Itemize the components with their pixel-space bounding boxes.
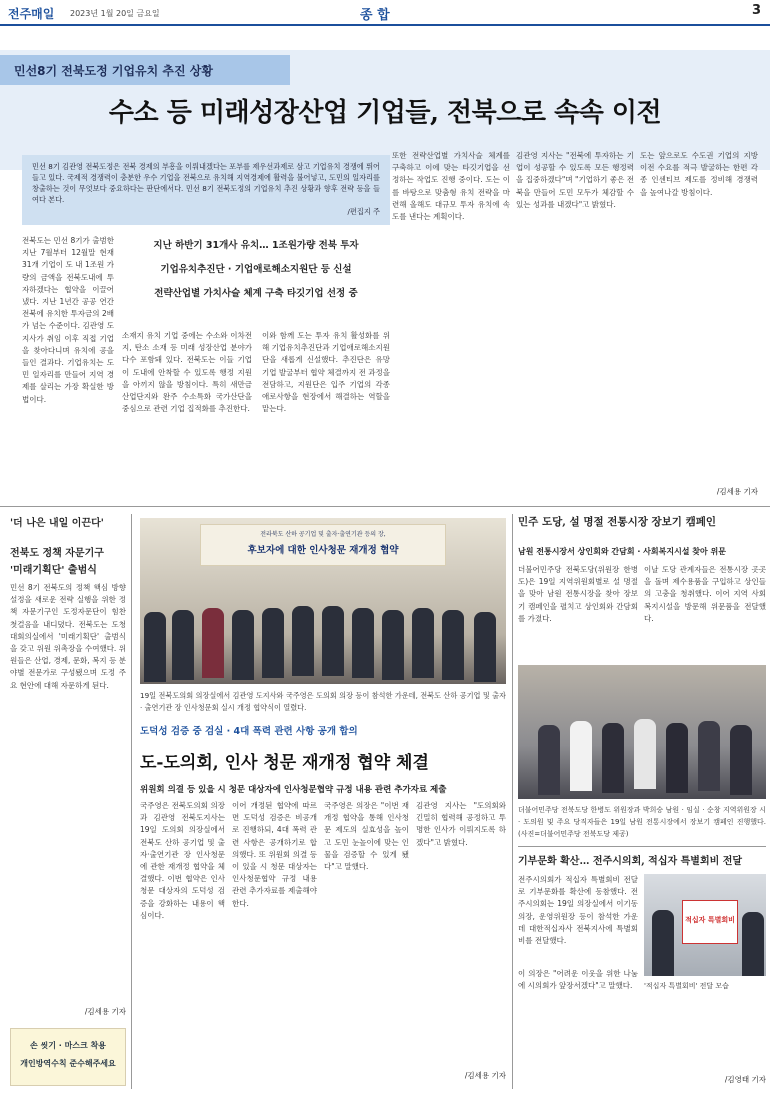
person-figure — [666, 723, 688, 793]
right-kicker-2: 기부문화 확산… 전주시의회, 적십자 특별회비 전달 — [518, 856, 743, 867]
center-subhead: 위원회 의결 등 있을 시 청문 대상자에 인사청문협약 규정 내용 관련 추가자료 제출 — [140, 785, 447, 795]
right-body-2: 이날 도당 관계자들은 전통시장 곳곳을 돌며 제수용품을 구입하고 상인들의 고충을 청취했다. 이어 지역 사회복지시설을 방문해 위문품을 전달했다. — [644, 565, 766, 623]
main-byline-end: /김세용 기자 — [716, 487, 758, 496]
main-subhead-block — [122, 235, 390, 315]
main-col-2: 소재지 유치 기업 중에는 수소와 이차전지, 탄소 소재 등 미래 성장산업 분야가 다수 포함돼 있다. 전북도는 이들 기업이 도내에 안착할 수 있도록 행정 지원을 아끼지 않을 방침이다. 특히 새만금 산업단지와 완주 수소특화 국가산단을 중심으로 관련 기업 집적화를 추진한다. — [122, 331, 252, 414]
center-byline: /김세용 기자 — [464, 1071, 506, 1080]
right-body-1: 더불어민주당 전북도당(위원장 한병도)은 19일 지역위원회별로 설 명절을 맞아 남원 전통시장을 찾아 장보기 캠페인을 펼치고 상인회와 간담회를 가졌다. — [518, 565, 638, 623]
section-title: 종 합 — [360, 8, 390, 23]
right-story-divider — [518, 846, 766, 847]
person-figure — [322, 606, 344, 676]
donation-photo-caption: '적십자 특별회비' 전달 모습 — [644, 982, 729, 990]
banner-line-2: 후보자에 대한 인사청문 재개정 협약 — [247, 545, 399, 556]
left-kicker: '더 나은 내일 이끈다' — [10, 518, 104, 529]
right-body-3: 전주시의회가 적십자 특별회비 전달로 기부문화를 확산에 동참했다. 전주시의회는 19일 의장실에서 이기동 의장, 운영위원장 등이 참석한 가운데 대한적십자사 전북지사에 특별회비를 전달했다. — [518, 875, 638, 946]
main-kicker: 민선8기 전북도정 기업유치 추진 상황 — [14, 64, 213, 78]
main-summary-byline: /편집지 주 — [347, 207, 380, 216]
masthead — [0, 0, 770, 26]
left-ad-line-1: 손 씻기 · 마스크 착용 — [29, 1041, 106, 1050]
main-headline: 수소 등 미래성장산업 기업들, 전북으로 속속 이전 — [108, 98, 662, 128]
issue-date: 2023년 1월 20일 금요일 — [70, 9, 160, 18]
center-body-4: 김관영 지사는 "도의회와 긴밀히 협력해 공정하고 투명한 인사가 이뤄지도록 하겠다"고 밝혔다. — [416, 801, 506, 847]
donation-sign-text: 적십자 특별회비 — [685, 916, 735, 924]
left-body: 민선 8기 전북도의 정책 핵심 방향 설정을 새로운 전략 실행을 위한 정책 자문기구인 도정자문단이 힘찬 첫걸음을 내디뎠다. 전북도는 도청대회의실에서 '미래기획단' 출범식을 갖고 위원 위촉장을 수여했다. 위원들은 산업, 경제, 문화, 복지 등 분야별 전문가로 구성됐으며 도정 주요 현안에 대해 자문하게 된다. — [10, 583, 126, 690]
person-figure — [742, 912, 764, 976]
banner-line-1: 전라북도 산하 공기업 및 출자·출연기관 등의 장, — [260, 531, 386, 538]
right-kicker: 민주 도당, 설 명절 전통시장 장보기 캠페인 — [518, 516, 717, 528]
right-subhead: 남원 전통시장서 상인회와 간담회 · 사회복지시설 찾아 위문 — [518, 547, 727, 556]
center-body-1: 국주영은 전북도의회 의장과 김관영 전북도지사는 19일 도의회 의장실에서 전북도 산하 공기업 및 출자·출연기관 장 인사청문에 관한 재개정 협약을 체결했다. 이번 협약은 인사청문 대상자의 도덕성 검증을 강화하는 내용이 핵심이다. — [140, 801, 225, 920]
section-divider — [0, 506, 770, 507]
person-figure — [474, 612, 496, 682]
person-figure — [292, 606, 314, 676]
person-figure — [202, 608, 224, 678]
agreement-photo — [140, 518, 506, 684]
person-figure — [172, 610, 194, 680]
center-kicker: 도덕성 검증 중 검실 · 4대 폭력 관련 사항 공개 합의 — [140, 726, 358, 737]
main-subhead-2: 기업유치추진단 · 기업애로해소지원단 등 신설 — [160, 264, 352, 275]
person-figure — [730, 725, 752, 795]
main-col-6: 도는 앞으로도 수도권 기업의 지방 이전 수요를 적극 발굴하는 한편 각종 인센티브 제도를 정비해 경쟁력을 높여나갈 방침이다. — [640, 151, 758, 197]
center-body-2: 이어 개정된 협약에 따르면 도덕성 검증은 비공개로 진행하되, 4대 폭력 관련 사항은 공개하기로 합의했다. 또 위원회 의결 등이 있을 시 청문 대상자는 인사청문협약 규정 내용 관련 추가자료를 제출해야 한다. — [232, 801, 317, 908]
left-col-divider — [131, 514, 132, 1089]
person-figure — [634, 719, 656, 789]
main-col-5: 김관영 지사는 "전북에 투자하는 기업이 성공할 수 있도록 모든 행정력을 집중하겠다"며 "기업하기 좋은 전북을 만들어 도민 모두가 체감할 수 있는 성과를 내겠다"고 밝혔다. — [516, 151, 634, 209]
person-figure — [232, 610, 254, 680]
main-subhead-3: 전략산업별 가치사슬 체계 구축 타깃기업 선정 중 — [154, 288, 358, 299]
left-byline: /김세용 기자 — [84, 1007, 126, 1016]
person-figure — [538, 725, 560, 795]
main-summary: 민선 8기 김관영 전북도정은 전북 경제의 부흥을 이뤄내겠다는 포부를 제우선과제로 삼고 기업유치 경쟁에 뛰어들고 있다. 국제적 경쟁력이 충분한 우수 기업을 전북으로 유치해 지역경제에 활력을 불어넣고, 도민의 일자리를 창출하는 것이 무엇보다 중요하다는 판단에서다. 민선 8기 전북도정의 기업유치 추진 상황과 향후 전략 등을 들여다 본다. — [32, 162, 380, 204]
market-photo-caption: 더불어민주당 전북도당 한병도 위원장과 박희승 남원 · 임실 · 순창 지역위원장 시 · 도의원 및 주요 당직자들은 19일 남원 전통시장에서 장보기 캠페인 진행했다. (사진=더불어민주당 전북도당 제공) — [518, 806, 766, 838]
person-figure — [652, 910, 674, 976]
main-subhead-1: 지난 하반기 31개사 유치… 1조원가량 전북 투자 — [153, 240, 359, 251]
right-col-divider — [512, 514, 513, 1089]
main-col-1: 전북도는 민선 8기가 출범한 지난 7월부터 12월말 현재 31개 기업이 도 내 1조원 가량의 금액을 전북도내에 투자하겠다는 협약을 이끌어 냈다. 지난 1년간 공공 연간 전북에 유치한 투자금의 2배가 넘는 수준이다. 김관영 도지사가 취임 이후 직접 기업을 찾아다니며 유치에 공을 들인 결과다. 기업유치는 도민 일자리를 만들어 지역 경제를 살리는 가장 확실한 방법이다. — [22, 236, 114, 404]
person-figure — [442, 610, 464, 680]
person-figure — [144, 612, 166, 682]
main-kicker-box — [0, 55, 290, 85]
main-col-4: 또한 전략산업별 가치사슬 체계를 구축하고 이에 맞는 타깃기업을 선정하는 작업도 진행 중이다. 도는 이를 바탕으로 맞춤형 유치 전략을 마련해 올해도 대규모 투자 유치에 속도를 낸다는 계획이다. — [392, 151, 510, 222]
agreement-banner — [200, 524, 446, 566]
masthead-rule — [0, 24, 770, 26]
agreement-photo-caption: 19일 전북도의회 의장실에서 김관영 도지사와 국주영은 도의회 의장 등이 참석한 가운데, 전북도 산하 공기업 및 출자 · 출연기관 장 인사청문회 실시 개정 협약식이 열렸다. — [140, 691, 506, 712]
left-title: 전북도 정책 자문기구 — [10, 548, 104, 559]
page-number: 3 — [752, 3, 762, 18]
main-summary-box — [22, 155, 390, 225]
person-figure — [602, 723, 624, 793]
person-figure — [382, 610, 404, 680]
person-figure — [698, 721, 720, 791]
donation-sign — [682, 900, 738, 944]
person-figure — [412, 608, 434, 678]
person-figure — [262, 608, 284, 678]
donation-photo — [644, 874, 766, 976]
person-figure — [570, 721, 592, 791]
right-body-4: 이 의장은 "어려운 이웃을 위한 나눔에 시의회가 앞장서겠다"고 말했다. — [518, 969, 638, 991]
person-figure — [352, 608, 374, 678]
left-subtitle: '미래기획단' 출범식 — [10, 565, 97, 576]
market-photo — [518, 665, 766, 799]
left-ad-line-2: 개인방역수칙 준수해주세요 — [20, 1059, 116, 1068]
paper-logo: 전주매일 — [8, 7, 55, 21]
center-headline: 도-도의회, 인사 청문 재개정 협약 체결 — [140, 753, 429, 773]
right-byline: /김영태 기자 — [724, 1075, 766, 1084]
main-col-3: 이와 함께 도는 투자 유치 활성화를 위해 기업유치추진단과 기업애로해소지원단을 새롭게 신설했다. 추진단은 유망 기업 발굴부터 협약 체결까지 전 과정을 전담하고, 지원단은 입주 기업의 각종 애로사항을 현장에서 해결하는 역할을 맡는다. — [262, 331, 390, 414]
left-ad-box — [10, 1028, 126, 1086]
center-body-3: 국주영은 의장은 "이번 재개정 협약을 통해 인사청문 제도의 실효성을 높이고 도민 눈높이에 맞는 인물을 검증할 수 있게 됐다"고 말했다. — [324, 801, 409, 872]
